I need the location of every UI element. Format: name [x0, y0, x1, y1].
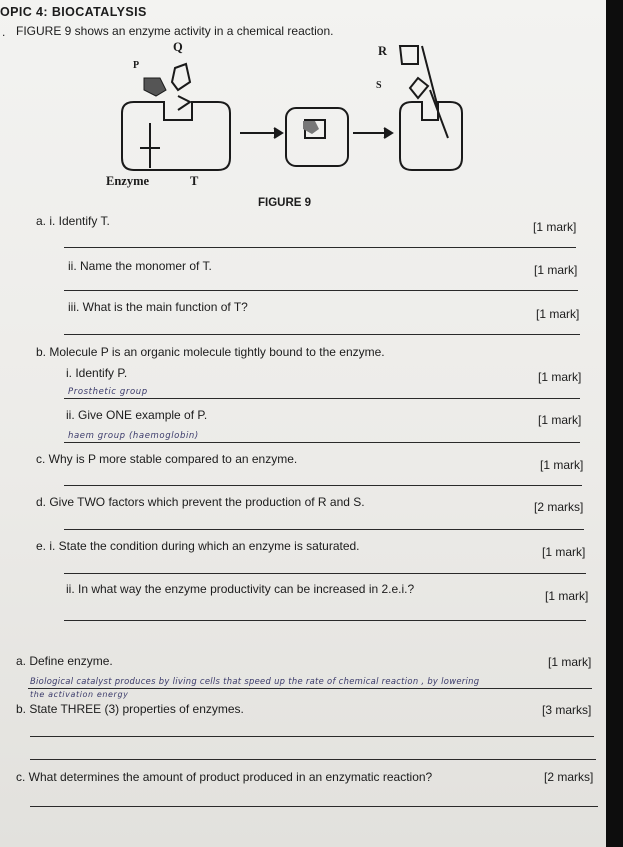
figure-9-diagram: [100, 38, 480, 198]
figure-caption: FIGURE 9: [258, 197, 312, 209]
marks-c: [1 mark]: [540, 458, 584, 472]
answer-line-b-ii: [64, 442, 580, 443]
marks-2b: [3 marks]: [542, 703, 592, 717]
question-c: c. Why is P more stable compared to an enzyme.: [36, 452, 298, 466]
label-enzyme: Enzyme: [106, 174, 150, 188]
label-t: T: [190, 174, 199, 188]
substrate-chevron: [178, 96, 190, 110]
marks-2a: [1 mark]: [548, 655, 592, 669]
question-a-i: a. i. Identify T.: [36, 214, 110, 228]
marks-d: [2 marks]: [534, 500, 584, 514]
answer-line-a-iii: [64, 334, 580, 335]
question-a-ii: ii. Name the monomer of T.: [68, 259, 212, 273]
label-s: S: [376, 80, 382, 91]
answer-line-e-i: [64, 573, 586, 574]
question-b-ii: ii. Give ONE example of P.: [66, 408, 208, 422]
bullet-mark: .: [2, 25, 6, 39]
answer-line-d: [64, 529, 584, 530]
question-a-iii: iii. What is the main function of T?: [68, 300, 248, 314]
marks-2c: [2 marks]: [544, 770, 594, 784]
question-e-ii: ii. In what way the enzyme productivity can be increased in 2.e.i.?: [66, 582, 415, 596]
question-e-i: e. i. State the condition during which an enzyme is saturated.: [36, 539, 360, 553]
product-s: [410, 78, 428, 98]
marks-a-iii: [1 mark]: [536, 307, 580, 321]
enzyme-1-body: [122, 102, 230, 170]
answer-line-e-ii: [64, 620, 586, 621]
product-r: [400, 46, 418, 64]
marks-e-ii: [1 mark]: [545, 589, 589, 603]
label-q: Q: [173, 40, 183, 54]
question-2c: c. What determines the amount of product produced in an enzymatic reaction?: [16, 770, 433, 784]
label-p: P: [133, 60, 140, 71]
answer-2a: Biological catalyst produces by living cells that speed up the rate of chemical reaction , by lowering: [30, 676, 480, 686]
intro-text: FIGURE 9 shows an enzyme activity in a chemical reaction.: [16, 24, 334, 38]
answer-line-2b-2: [30, 759, 596, 760]
answer-line-a-i: [64, 247, 576, 248]
answer-line-b-i: [64, 398, 580, 399]
answer-line-2c: [30, 806, 598, 807]
question-2b: b. State THREE (3) properties of enzymes.: [16, 702, 244, 716]
question-b-i: i. Identify P.: [66, 366, 128, 380]
marks-b-ii: [1 mark]: [538, 413, 582, 427]
answer-b-i: Prosthetic group: [68, 387, 148, 397]
label-r: R: [378, 44, 388, 58]
cofactor-p: [144, 78, 166, 96]
question-2a: a. Define enzyme.: [16, 654, 113, 668]
question-d: d. Give TWO factors which prevent the production of R and S.: [36, 495, 365, 509]
answer-line-a-ii: [64, 290, 578, 291]
answer-line-c: [64, 485, 582, 486]
marks-b-i: [1 mark]: [538, 370, 582, 384]
topic-heading: OPIC 4: BIOCATALYSIS: [0, 5, 147, 19]
question-b: b. Molecule P is an organic molecule tightly bound to the enzyme.: [36, 345, 385, 359]
marks-e-i: [1 mark]: [542, 545, 586, 559]
answer-2a-continued: the activation energy: [30, 690, 129, 699]
answer-line-2b-1: [30, 736, 594, 737]
answer-line-2a: [28, 688, 592, 689]
answer-b-ii: haem group (haemoglobin): [68, 431, 199, 441]
enzyme-3-body: [400, 102, 462, 170]
substrate-q: [172, 64, 190, 90]
marks-a-i: [1 mark]: [533, 220, 577, 234]
marks-a-ii: [1 mark]: [534, 263, 578, 277]
